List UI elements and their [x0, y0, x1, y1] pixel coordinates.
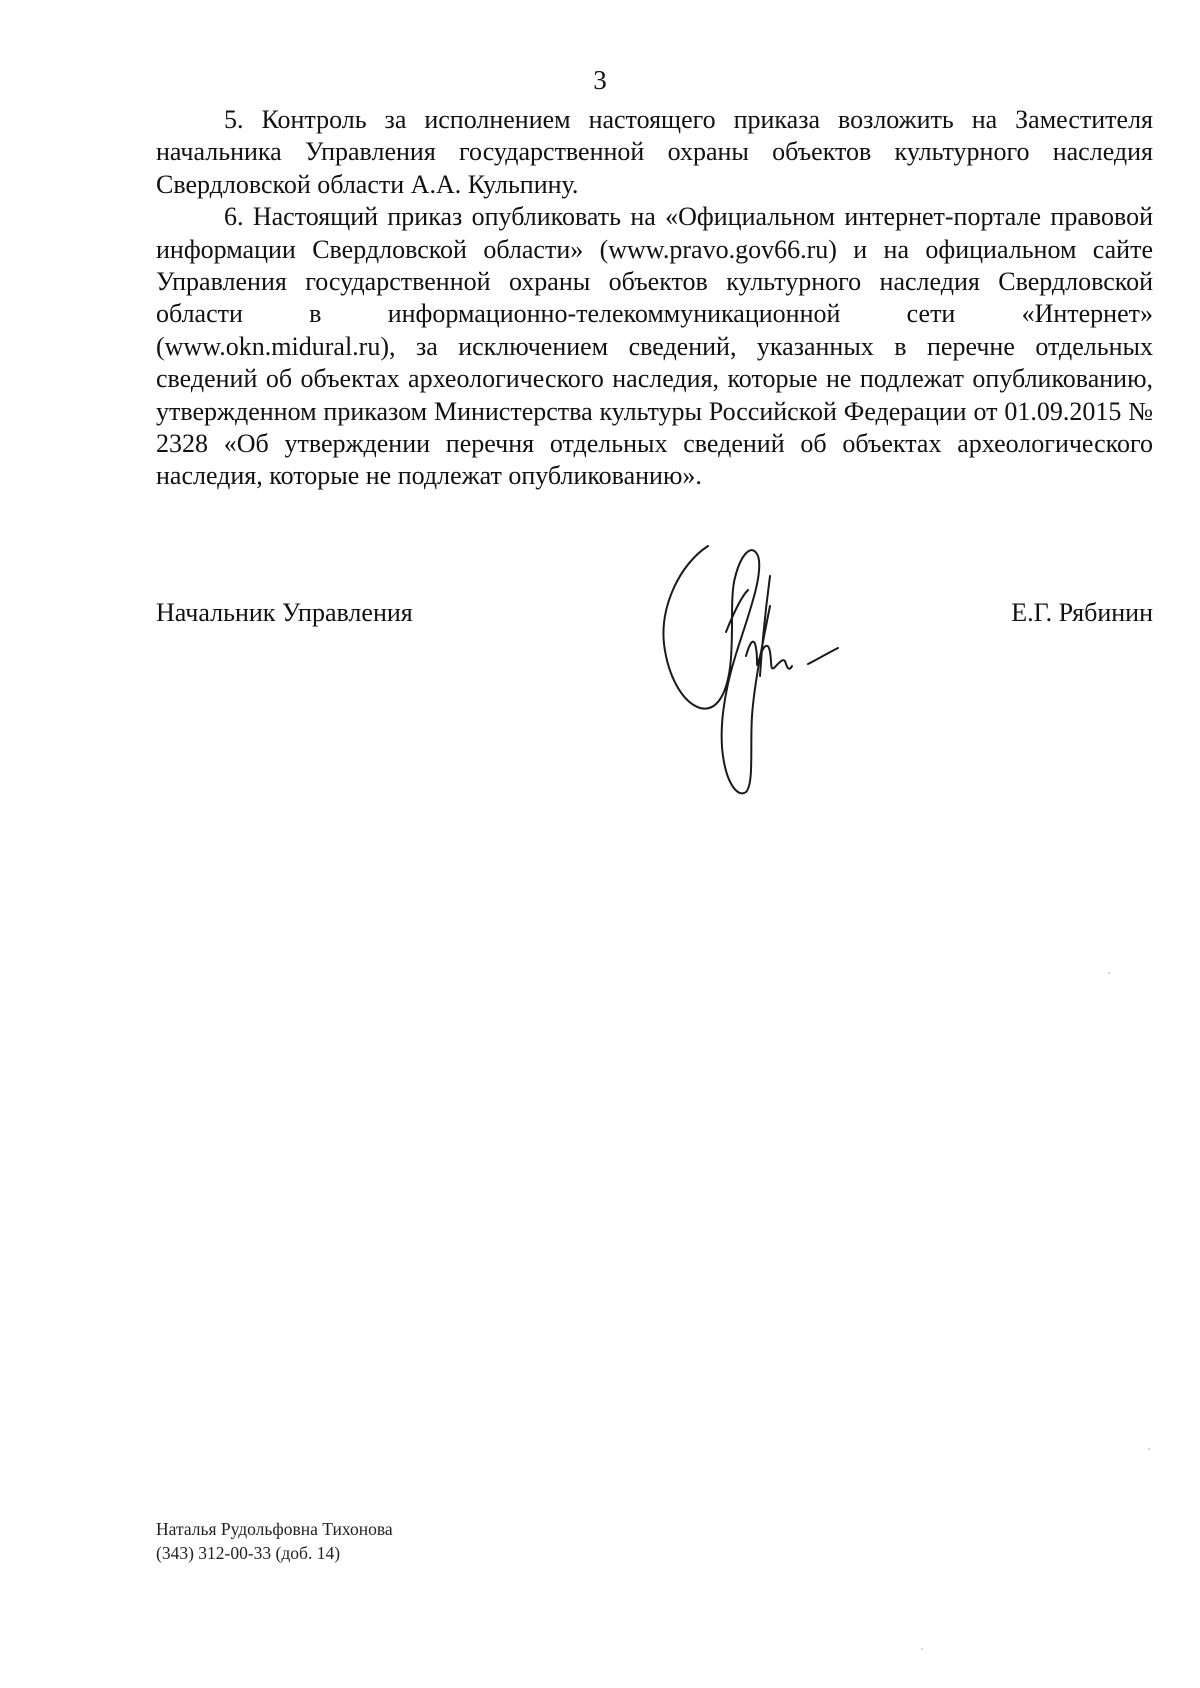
paragraph-5: 5. Контроль за исполнением настоящего приказа возложить на Заместителя начальника Управления государственной охраны объектов культурного наследия Свердловской области А.А. Кульпину. — [156, 105, 1153, 199]
scan-speck — [1108, 972, 1110, 974]
page-number: 3 — [593, 65, 607, 95]
handwritten-signature — [650, 536, 870, 800]
scan-speck — [921, 1648, 923, 1650]
contact-block — [156, 1517, 393, 1565]
paragraph-6: 6. Настоящий приказ опубликовать на «Официальном интернет-портале правовой информации Свердловской области» (www.pravo.gov66.ru) и на официальном сайте Управления государственной охраны объектов культурного наследия Свердловской области в информационно-телекоммуникационной сети «Интернет» (www.okn.midural.ru), за исключением сведений, указанных в перечне отдельных сведений об объектах археологического наследия, которые не подлежат опубликованию, утвержденном приказом Министерства культуры Российской Федерации от 01.09.2015 № 2328 «Об утверждении перечня отдельных сведений об объектах археологического наследия, которые не подлежат опубликованию». — [156, 202, 1153, 491]
contact-phone: (343) 312-00-33 (доб. 14) — [156, 1543, 341, 1563]
document-body — [156, 104, 1153, 493]
scan-speck — [1148, 1448, 1150, 1450]
signatory-name: Е.Г. Рябинин — [1011, 598, 1153, 627]
signatory-position: Начальник Управления — [156, 598, 413, 627]
contact-person: Наталья Рудольфовна Тихонова — [156, 1519, 393, 1539]
